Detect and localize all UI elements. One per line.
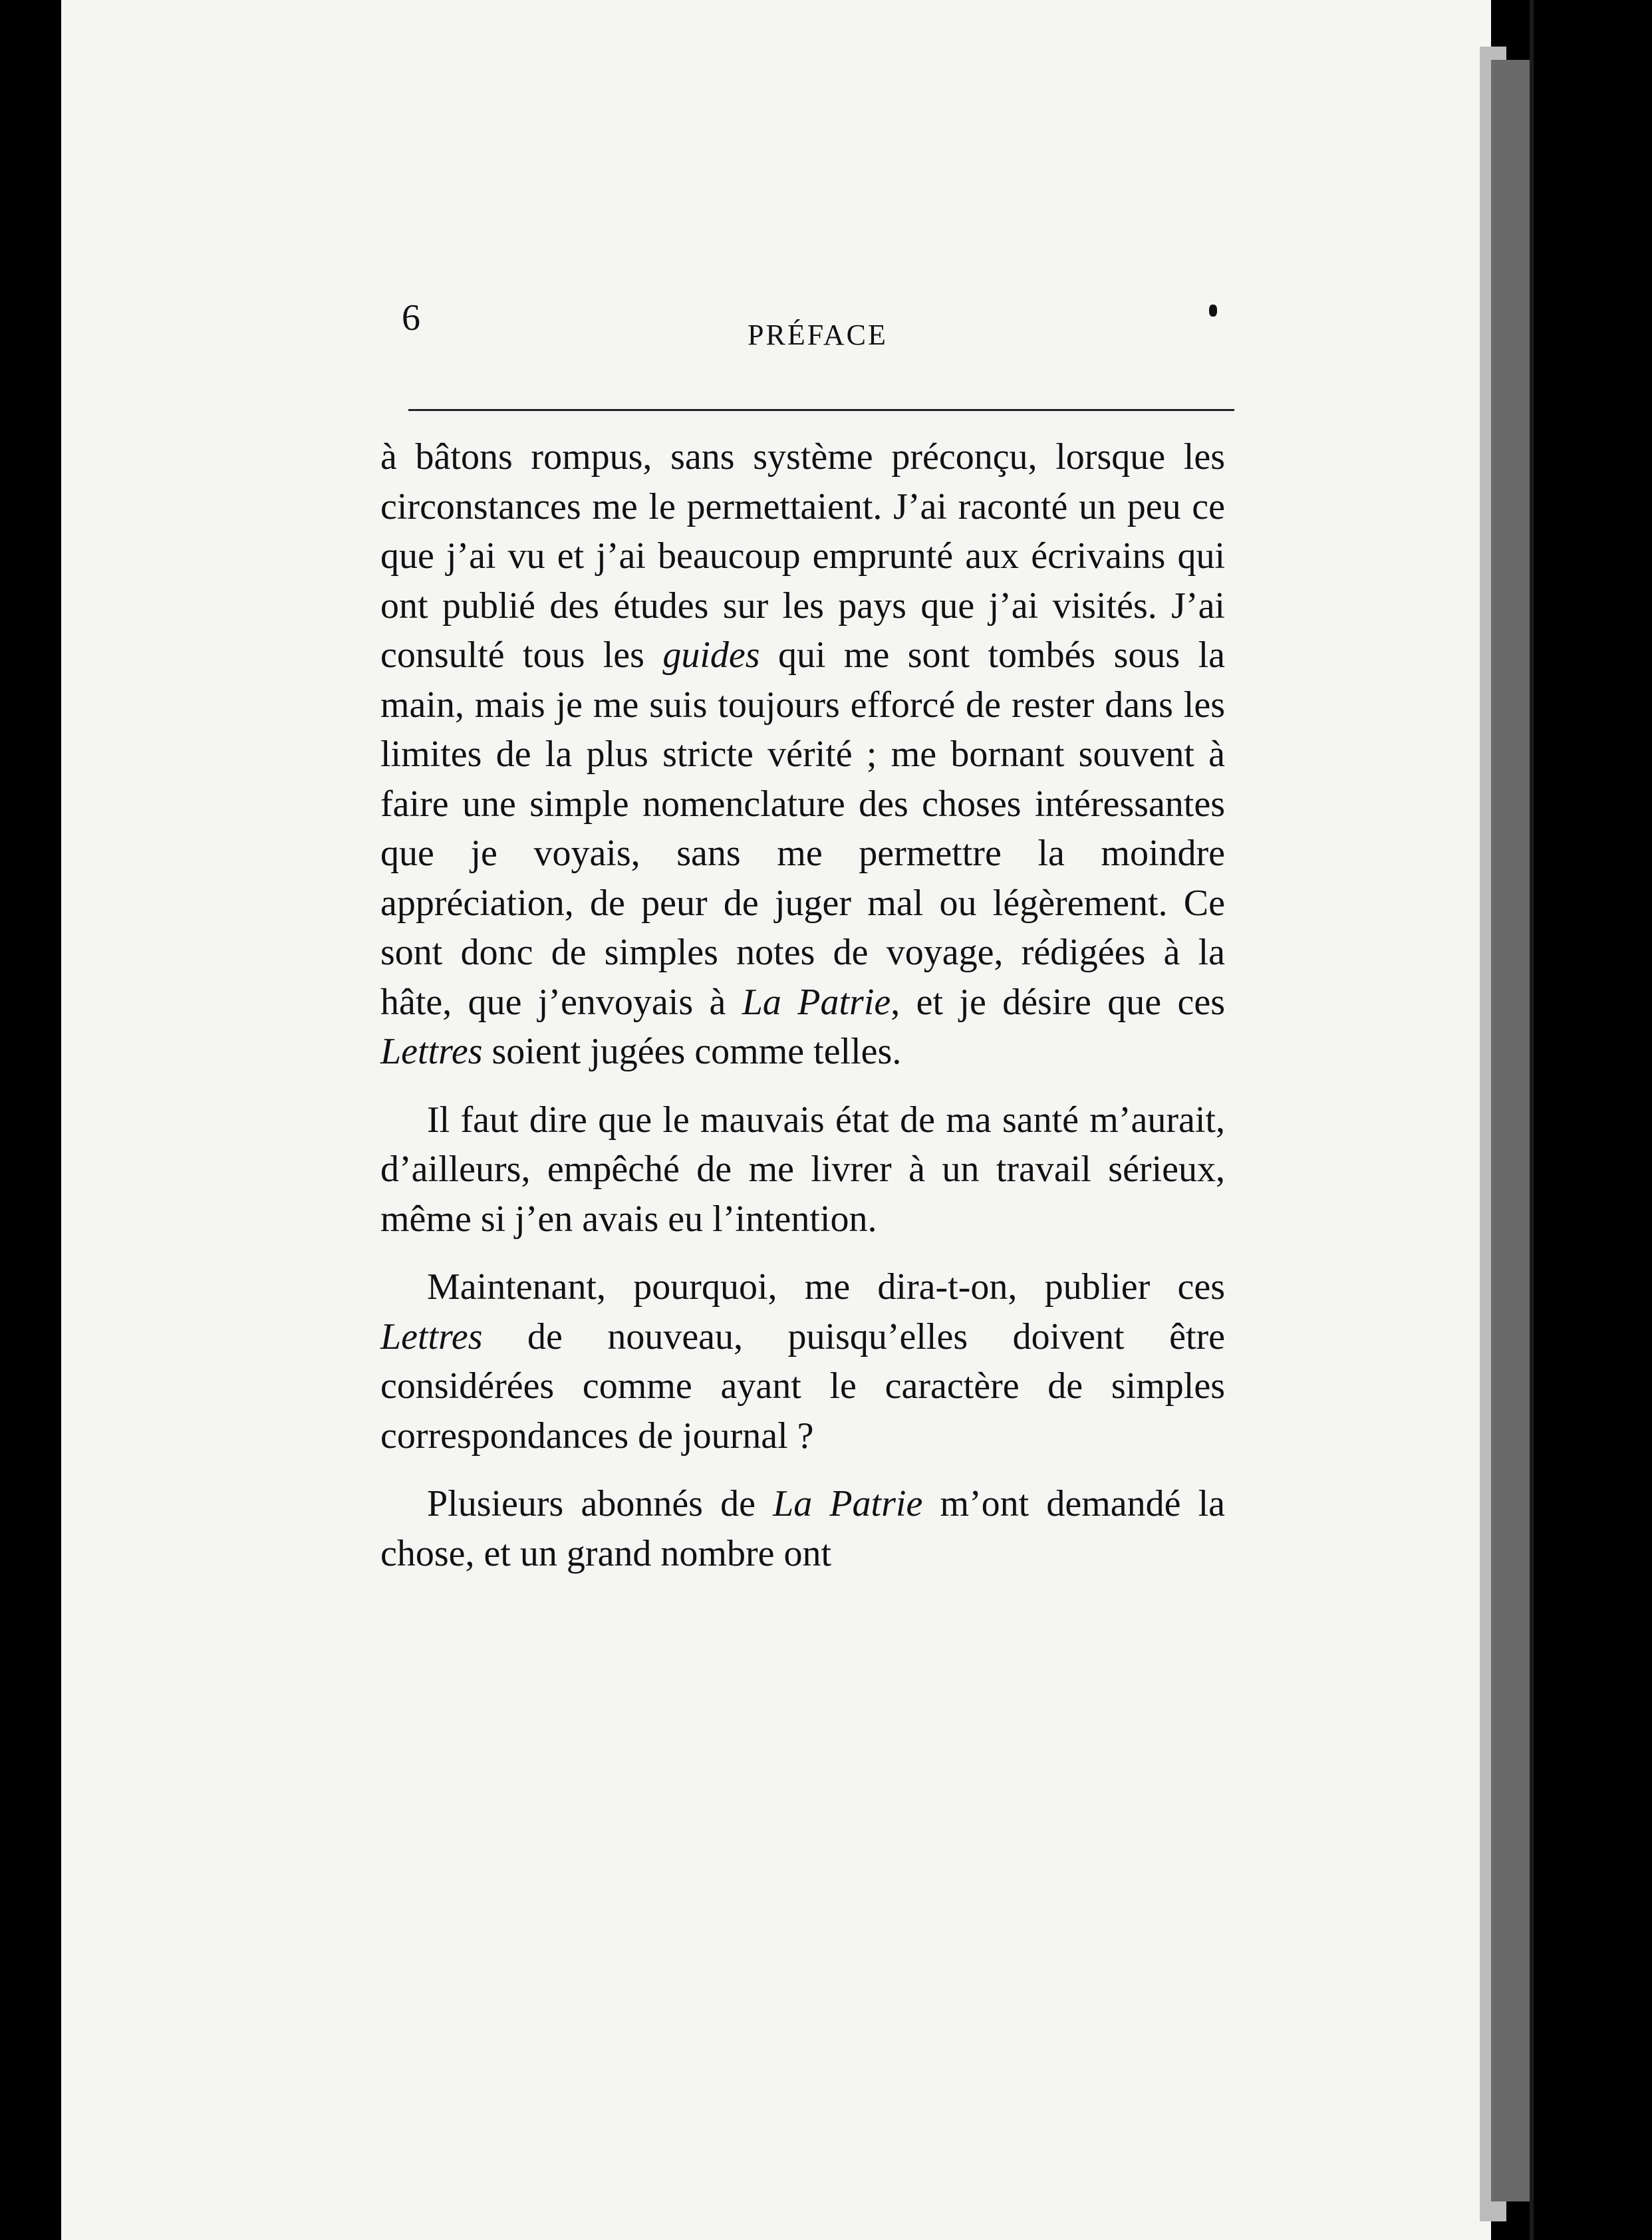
body-text (380, 432, 1225, 1578)
paragraph (380, 1479, 1225, 1578)
paragraph (380, 432, 1225, 1077)
running-title: PRÉFACE (748, 319, 888, 351)
italic-text: guides (662, 634, 760, 676)
italic-text: Lettres (380, 1031, 483, 1072)
page-number: 6 (402, 297, 420, 339)
text-run: Maintenant, pourquoi, me dira-t-on, publier ces (427, 1266, 1225, 1308)
ink-speck (1209, 305, 1217, 317)
text-run: , et je désire que ces (891, 981, 1226, 1023)
text-run: de nouveau, puisqu’elles doivent être considérées comme ayant le caractère de simples correspondances de journal ? (380, 1316, 1225, 1457)
italic-text: La Patrie (773, 1483, 923, 1524)
header-rule (408, 409, 1234, 411)
text-run: Plusieurs abonnés de (427, 1483, 773, 1524)
italic-text: La Patrie (742, 981, 891, 1023)
text-run: soient jugées comme telles. (482, 1031, 902, 1072)
text-run: qui me sont tombés sous la main, mais je me suis toujours efforcé de rester dans les limites de la plus stricte vérité ; me bornant souvent à faire une simple nomenclature des choses intéressantes que je voyais, sans me permettre la moindre appréciation, de peur de juger mal ou légèrement. Ce sont donc de simples notes de voyage, rédigées à la hâte, que j’envoyais à (380, 634, 1226, 1023)
text-run: m’ont demandé la chose, et un grand nombre ont (380, 1483, 1225, 1574)
paragraph (380, 1262, 1225, 1461)
page-border (1530, 0, 1534, 2240)
page-shadow (1491, 60, 1531, 2201)
text-run: Il faut dire que le mauvais état de ma santé m’aurait, d’ailleurs, empêché de me livrer à un travail sérieux, même si j’en avais eu l’intention. (380, 1099, 1225, 1240)
italic-text: Lettres (380, 1316, 483, 1357)
paragraph (380, 1095, 1225, 1244)
text-run: à bâtons rompus, sans système préconçu, lorsque les circonstances me le permettaient. J’ai raconté un peu ce que j’ai vu et j’ai beaucoup emprunté aux écrivains qui ont publié des études sur les pays que j’ai visités. J’ai consulté tous les (380, 436, 1225, 676)
